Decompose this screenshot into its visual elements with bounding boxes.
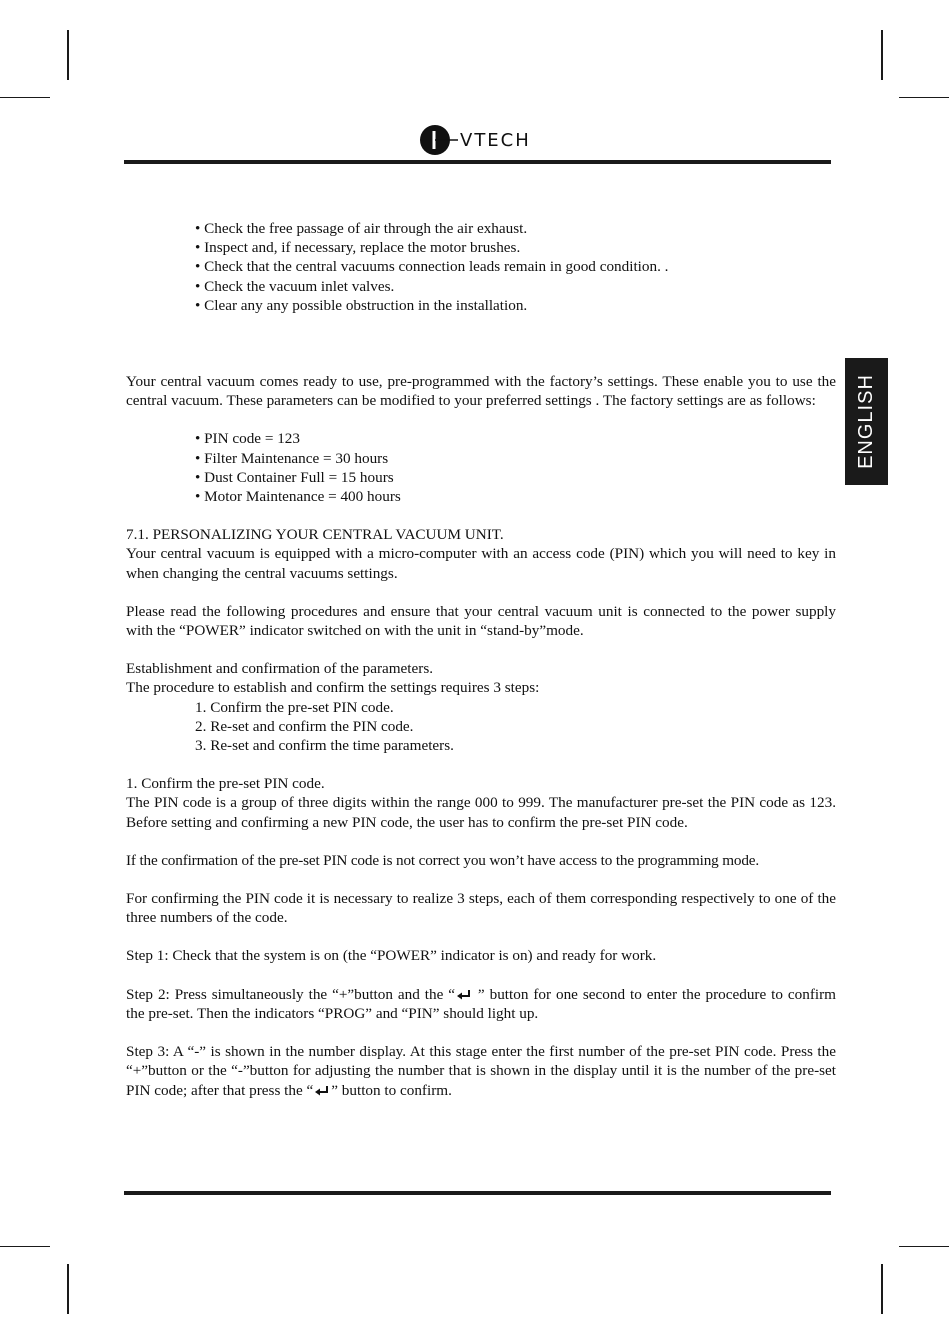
establishment-intro: The procedure to establish and confirm the settings requires 3 steps: xyxy=(126,679,540,697)
procedure-note: Please read the following procedures and ensure that your central vacuum unit is connected to the power supply with the “POWER” indicator switched on with the unit in “stand-by”mode. xyxy=(126,602,836,640)
language-tab-label: ENGLISH xyxy=(855,374,877,469)
list-item: • Motor Maintenance = 400 hours xyxy=(195,488,401,506)
list-item: • Check that the central vacuums connection leads remain in good condition. . xyxy=(195,258,669,276)
list-item: • Check the vacuum inlet valves. xyxy=(195,277,395,295)
crop-mark xyxy=(67,30,69,80)
steps-intro-paragraph: For confirming the PIN code it is necessary to realize 3 steps, each of them corresponding respectively to one of the three numbers of the code. xyxy=(126,890,836,927)
list-item: • Filter Maintenance = 30 hours xyxy=(195,449,389,467)
step-2-paragraph xyxy=(126,985,836,1023)
establishment-steps xyxy=(126,698,836,756)
list-item: • Check the free passage of air through the air exhaust. xyxy=(195,220,528,237)
logo-text: VTECH xyxy=(460,129,531,151)
section-heading: 7.1. PERSONALIZING YOUR CENTRAL VACUUM UNIT. xyxy=(126,526,504,544)
h-logo-icon xyxy=(418,122,458,158)
step-1-paragraph: Step 1: Check that the system is on (the “POWER” indicator is on) and ready for work. xyxy=(126,947,657,965)
brand-logo xyxy=(418,122,531,158)
maintenance-list xyxy=(126,219,836,315)
page-content xyxy=(126,219,836,1100)
step-3-text-after: ” button to confirm. xyxy=(331,1081,452,1099)
footer-rule xyxy=(124,1191,831,1195)
list-item: 2. Re-set and confirm the PIN code. xyxy=(195,717,414,735)
crop-mark xyxy=(0,1246,50,1247)
confirm-pin-paragraph: The PIN code is a group of three digits within the range 000 to 999. The manufacturer pre-set the PIN code as 123. Before setting and confirming a new PIN code, the user has to confirm the pre-set PIN code. xyxy=(126,794,836,831)
warning-paragraph: If the confirmation of the pre-set PIN code is not correct you won’t have access to the programming mode. xyxy=(126,851,760,869)
step-2-text-after: ” button for one second to enter the procedure to confirm the pre-set. Then the indicators “PROG” and “PIN” should light up. xyxy=(126,985,836,1022)
factory-settings-list xyxy=(126,429,836,506)
list-item: • Clear any any possible obstruction in the installation. xyxy=(195,296,528,314)
confirm-pin-title: 1. Confirm the pre-set PIN code. xyxy=(126,775,325,793)
step-3-text-before: Step 3: A “-” is shown in the number display. At this stage enter the first number of the pre-set PIN code. Press the “+”button or the “-”button for adjusting the number that is shown in the display until it is the number of the pre-set PIN code; after that press the “ xyxy=(126,1043,836,1099)
section-paragraph: Your central vacuum is equipped with a micro-computer with an access code (PIN) which you will need to key in when changing the central vacuums settings. xyxy=(126,545,836,582)
list-item: 3. Re-set and confirm the time parameters. xyxy=(195,737,454,755)
crop-mark xyxy=(67,1264,69,1314)
language-tab xyxy=(845,358,888,485)
list-item: • PIN code = 123 xyxy=(195,430,300,448)
crop-mark xyxy=(881,30,883,80)
list-item: • Inspect and, if necessary, replace the motor brushes. xyxy=(195,239,521,257)
establishment-title: Establishment and confirmation of the parameters. xyxy=(126,660,434,678)
list-item: 1. Confirm the pre-set PIN code. xyxy=(195,698,394,716)
step-2-text-before: Step 2: Press simultaneously the “+”button and the “ xyxy=(126,985,455,1003)
list-item: • Dust Container Full = 15 hours xyxy=(195,468,394,486)
intro-paragraph: Your central vacuum comes ready to use, pre-programmed with the factory’s settings. These enable you to use the central vacuum. These parameters can be modified to your preferred settings . The factory settings are as follows: xyxy=(126,373,836,410)
step-3-paragraph xyxy=(126,1042,836,1100)
crop-mark xyxy=(899,1246,949,1247)
crop-mark xyxy=(0,97,50,98)
crop-mark xyxy=(881,1264,883,1314)
crop-mark xyxy=(899,97,949,98)
enter-key-icon xyxy=(457,990,471,1000)
header-rule xyxy=(124,160,831,164)
enter-key-icon xyxy=(315,1086,329,1096)
